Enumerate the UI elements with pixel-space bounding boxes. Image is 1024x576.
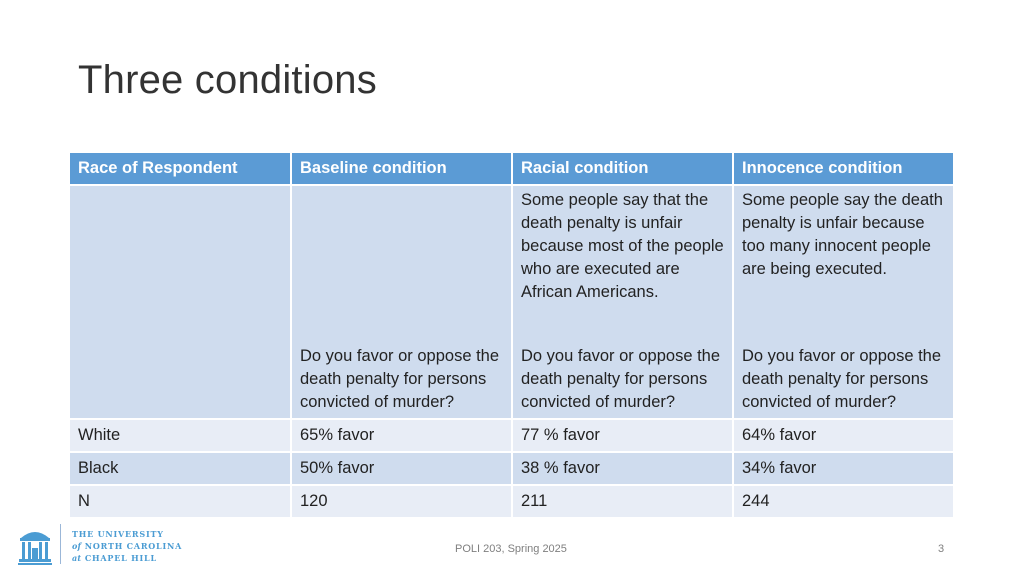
cell-white-racial: 77 % favor	[512, 419, 733, 452]
footer-course-label: POLI 203, Spring 2025	[455, 543, 567, 555]
racial-question-text: Do you favor or oppose the death penalty for persons convicted of murder?	[521, 347, 721, 411]
table-header-row	[70, 153, 954, 185]
prompt-cell-racial	[512, 185, 733, 419]
header-racial-condition: Racial condition	[512, 153, 733, 185]
table-row-white	[70, 419, 954, 452]
table-row-black	[70, 452, 954, 485]
baseline-question-text: Do you favor or oppose the death penalty for persons convicted of murder?	[300, 347, 500, 411]
cell-n-label: N	[70, 485, 291, 518]
cell-n-baseline: 120	[291, 485, 512, 518]
innocence-intro-text: Some people say the death penalty is unfair because too many innocent people are being executed.	[742, 191, 943, 278]
cell-black-innocence: 34% favor	[733, 452, 954, 485]
cell-race-black: Black	[70, 452, 291, 485]
cell-black-baseline: 50% favor	[291, 452, 512, 485]
wordmark-line-1: THE UNIVERSITY	[72, 529, 164, 539]
cell-race-white: White	[70, 419, 291, 452]
unc-logo	[16, 522, 186, 566]
wordmark-line-2: of NORTH CAROLINA	[72, 541, 183, 551]
racial-intro-text: Some people say that the death penalty is unfair because most of the people who are executed are African Americans.	[521, 191, 724, 301]
table-row-n	[70, 485, 954, 518]
conditions-table	[70, 153, 955, 519]
wordmark-line-3: at CHAPEL HILL	[72, 553, 157, 563]
unc-wordmark	[72, 528, 182, 564]
cell-white-innocence: 64% favor	[733, 419, 954, 452]
prompt-cell-innocence	[733, 185, 954, 419]
header-race-of-respondent: Race of Respondent	[70, 153, 291, 185]
cell-black-racial: 38 % favor	[512, 452, 733, 485]
prompt-cell-baseline	[291, 185, 512, 419]
header-innocence-condition: Innocence condition	[733, 153, 954, 185]
slide-title: Three conditions	[78, 58, 377, 102]
old-well-icon	[18, 524, 52, 566]
cell-white-baseline: 65% favor	[291, 419, 512, 452]
prompt-cell-respondent	[70, 185, 291, 419]
cell-n-innocence: 244	[733, 485, 954, 518]
logo-divider	[60, 524, 61, 564]
cell-n-racial: 211	[512, 485, 733, 518]
prompt-row	[70, 185, 954, 419]
innocence-question-text: Do you favor or oppose the death penalty for persons convicted of murder?	[742, 347, 942, 411]
page-number: 3	[938, 543, 945, 555]
header-baseline-condition: Baseline condition	[291, 153, 512, 185]
